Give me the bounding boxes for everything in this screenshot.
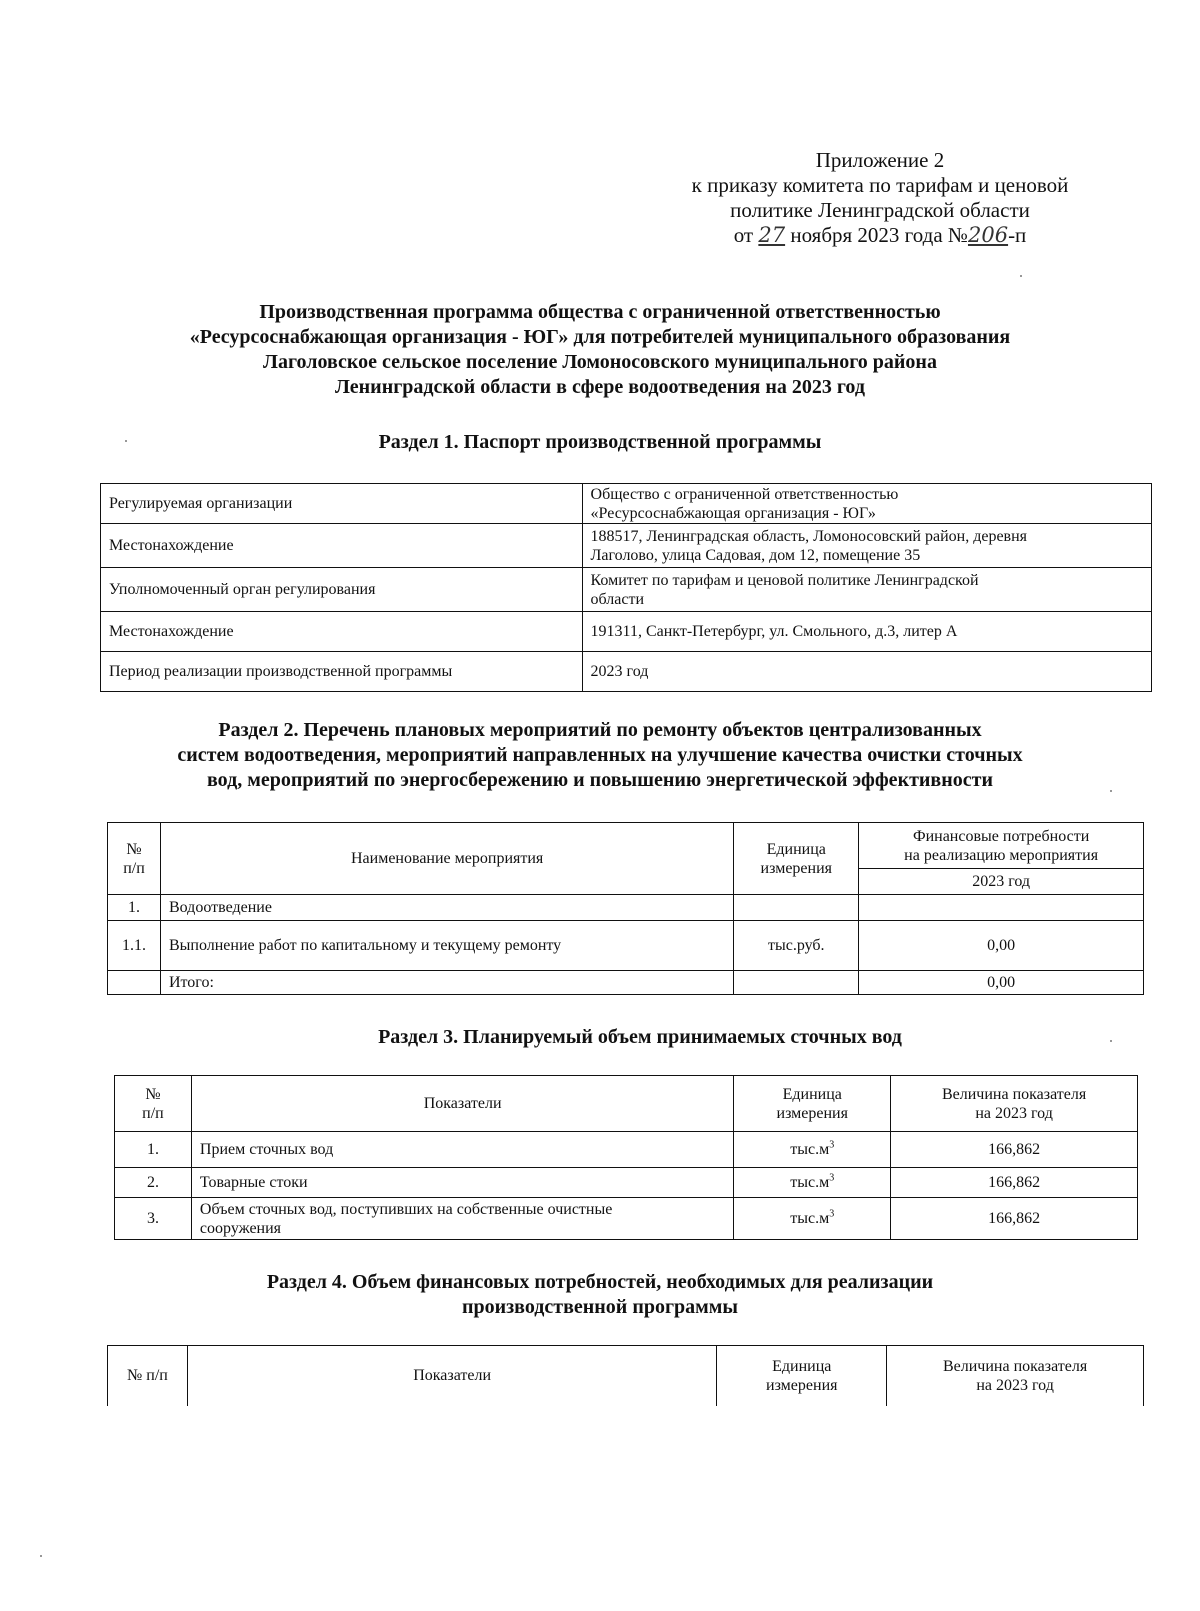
cell-unit: [734, 1168, 891, 1198]
passport-label: Уполномоченный орган регулирования: [101, 568, 583, 612]
cell-name: Водоотведение: [160, 895, 733, 921]
section1-heading: Раздел 1. Паспорт производственной программы: [378, 431, 822, 453]
header-line: на 2023 год: [976, 1376, 1054, 1394]
order-suffix: -п: [1008, 223, 1027, 247]
table-header-row: [115, 1076, 1138, 1132]
date-day-handwritten: 27: [758, 223, 786, 247]
cell-unit: [734, 971, 859, 995]
header-line: Финансовые потребности: [912, 827, 1090, 845]
passport-label: Период реализации производственной программы: [101, 652, 583, 692]
table-header-row: [108, 1346, 1144, 1406]
section2-heading-line-3: вод, мероприятий по энергосбережению и повышению энергетической эффективности: [207, 769, 993, 791]
cell-unit: [734, 895, 859, 921]
title-line-4: Ленинградской области в сфере водоотведения на 2023 год: [335, 376, 865, 398]
col-header-value: [891, 1076, 1138, 1132]
passport-value-line: Общество с ограниченной ответственностью: [590, 485, 899, 503]
col-header-unit: [734, 823, 859, 895]
col-header-number: [115, 1076, 192, 1132]
section2-heading-line-2: систем водоотведения, мероприятий направленных на улучшение качества очистки сточных: [177, 744, 1023, 766]
scan-speck: [125, 440, 127, 442]
financial-table: [107, 1345, 1144, 1406]
passport-value: [582, 484, 1151, 524]
cell-name: Выполнение работ по капитальному и текущему ремонту: [160, 921, 733, 971]
cell-number: 1.: [108, 895, 161, 921]
cell-value: 166,862: [891, 1168, 1138, 1198]
section2-heading-line-1: Раздел 2. Перечень плановых мероприятий по ремонту объектов централизованных: [218, 719, 982, 741]
header-line: на 2023 год: [975, 1104, 1053, 1122]
passport-value-line: Комитет по тарифам и ценовой политике Ленинградской: [590, 571, 979, 589]
section4-heading-line-2: производственной программы: [461, 1296, 739, 1318]
passport-value: [582, 568, 1151, 612]
col-header-indicators: Показатели: [187, 1346, 716, 1406]
unit-text: тыс.м: [790, 1141, 830, 1158]
table-row: [115, 1168, 1138, 1198]
order-number-handwritten: 206: [967, 223, 1009, 247]
cell-name: Товарные стоки: [191, 1168, 733, 1198]
unit-exponent: 3: [829, 1208, 835, 1220]
table-row: [101, 612, 1152, 652]
header-line: Единица: [772, 1357, 832, 1375]
measures-table: [107, 822, 1144, 995]
table-row: [101, 484, 1152, 524]
scan-speck: [1020, 275, 1022, 277]
unit-text: тыс.м: [790, 1210, 830, 1227]
cell-value: 0,00: [859, 971, 1144, 995]
passport-value-line: области: [590, 590, 645, 608]
passport-table: [100, 483, 1152, 692]
col-header-number: № п/п: [108, 1346, 188, 1406]
passport-value-line: Лаголово, улица Садовая, дом 12, помещение 35: [590, 546, 921, 564]
appendix-date-line: [620, 223, 1140, 248]
cell-unit: тыс.руб.: [734, 921, 859, 971]
cell-unit: [734, 1198, 891, 1240]
table-row: [115, 1132, 1138, 1168]
table-row: [101, 524, 1152, 568]
appendix-line-2: к приказу комитета по тарифам и ценовой: [691, 173, 1069, 197]
header-line: №: [145, 1085, 161, 1103]
section3-heading: Раздел 3. Планируемый объем принимаемых сточных вод: [378, 1026, 902, 1048]
cell-number: 1.1.: [108, 921, 161, 971]
header-line: измерения: [766, 1376, 838, 1394]
header-line: №: [126, 840, 142, 858]
cell-name-line: сооружения: [199, 1219, 282, 1237]
appendix-line-3: политике Ленинградской области: [730, 198, 1030, 222]
cell-number: 1.: [115, 1132, 192, 1168]
header-line: п/п: [123, 859, 145, 877]
table-row: [108, 921, 1144, 971]
cell-name-line: Объем сточных вод, поступивших на собственные очистные: [199, 1200, 613, 1218]
cell-value: 166,862: [891, 1132, 1138, 1168]
cell-name: Итого:: [160, 971, 733, 995]
header-line: Величина показателя: [941, 1085, 1087, 1103]
appendix-header: [620, 148, 1140, 248]
passport-value-line: 188517, Ленинградская область, Ломоносовский район, деревня: [590, 527, 1028, 545]
table-row: [101, 652, 1152, 692]
table-row: [101, 568, 1152, 612]
scan-speck: [1110, 1040, 1112, 1042]
cell-number: 3.: [115, 1198, 192, 1240]
date-prefix: от: [733, 223, 754, 247]
date-text: ноября 2023 года №: [790, 223, 968, 247]
header-line: Величина показателя: [942, 1357, 1088, 1375]
col-header-number: [108, 823, 161, 895]
cell-number: 2.: [115, 1168, 192, 1198]
col-header-indicators: Показатели: [191, 1076, 733, 1132]
table-header-row: [108, 823, 1144, 869]
section4-heading: [60, 1270, 1140, 1320]
section2-heading: [60, 718, 1140, 793]
header-line: Единица: [766, 840, 826, 858]
title-line-3: Лаголовское сельское поселение Ломоносовского муниципального района: [263, 351, 937, 373]
cell-number: [108, 971, 161, 995]
passport-label: Местонахождение: [101, 524, 583, 568]
document-title: [60, 300, 1140, 400]
header-line: на реализацию мероприятия: [904, 846, 1099, 864]
unit-exponent: 3: [829, 1172, 835, 1184]
section4-heading-line-1: Раздел 4. Объем финансовых потребностей, необходимых для реализации: [266, 1271, 934, 1293]
title-line-2: «Ресурсоснабжающая организация - ЮГ» для потребителей муниципального образования: [189, 326, 1011, 348]
header-line: измерения: [760, 859, 832, 877]
table-row: [108, 971, 1144, 995]
cell-value: [859, 895, 1144, 921]
cell-value: 0,00: [859, 921, 1144, 971]
col-header-year: 2023 год: [859, 869, 1144, 895]
col-header-financial: [859, 823, 1144, 869]
cell-name: [191, 1198, 733, 1240]
col-header-value: [887, 1346, 1144, 1406]
header-line: измерения: [776, 1104, 848, 1122]
volume-table: [114, 1075, 1138, 1240]
passport-value: [582, 524, 1151, 568]
col-header-unit: [734, 1076, 891, 1132]
table-row: [115, 1198, 1138, 1240]
passport-value: 2023 год: [582, 652, 1151, 692]
passport-value-line: «Ресурсоснабжающая организация - ЮГ»: [590, 504, 876, 522]
passport-label: Местонахождение: [101, 612, 583, 652]
scan-speck: [40, 1555, 42, 1557]
col-header-unit: [717, 1346, 887, 1406]
header-line: п/п: [142, 1104, 164, 1122]
cell-unit: [734, 1132, 891, 1168]
unit-text: тыс.м: [790, 1174, 830, 1191]
passport-value: 191311, Санкт-Петербург, ул. Смольного, д.3, литер А: [582, 612, 1151, 652]
appendix-line-1: Приложение 2: [815, 148, 945, 172]
header-line: Единица: [782, 1085, 842, 1103]
col-header-name: Наименование мероприятия: [160, 823, 733, 895]
unit-exponent: 3: [829, 1139, 835, 1151]
passport-label: Регулируемая организации: [101, 484, 583, 524]
cell-name: Прием сточных вод: [191, 1132, 733, 1168]
table-row: [108, 895, 1144, 921]
scan-speck: [1110, 790, 1112, 792]
cell-value: 166,862: [891, 1198, 1138, 1240]
title-line-1: Производственная программа общества с ограниченной ответственностью: [259, 301, 941, 323]
